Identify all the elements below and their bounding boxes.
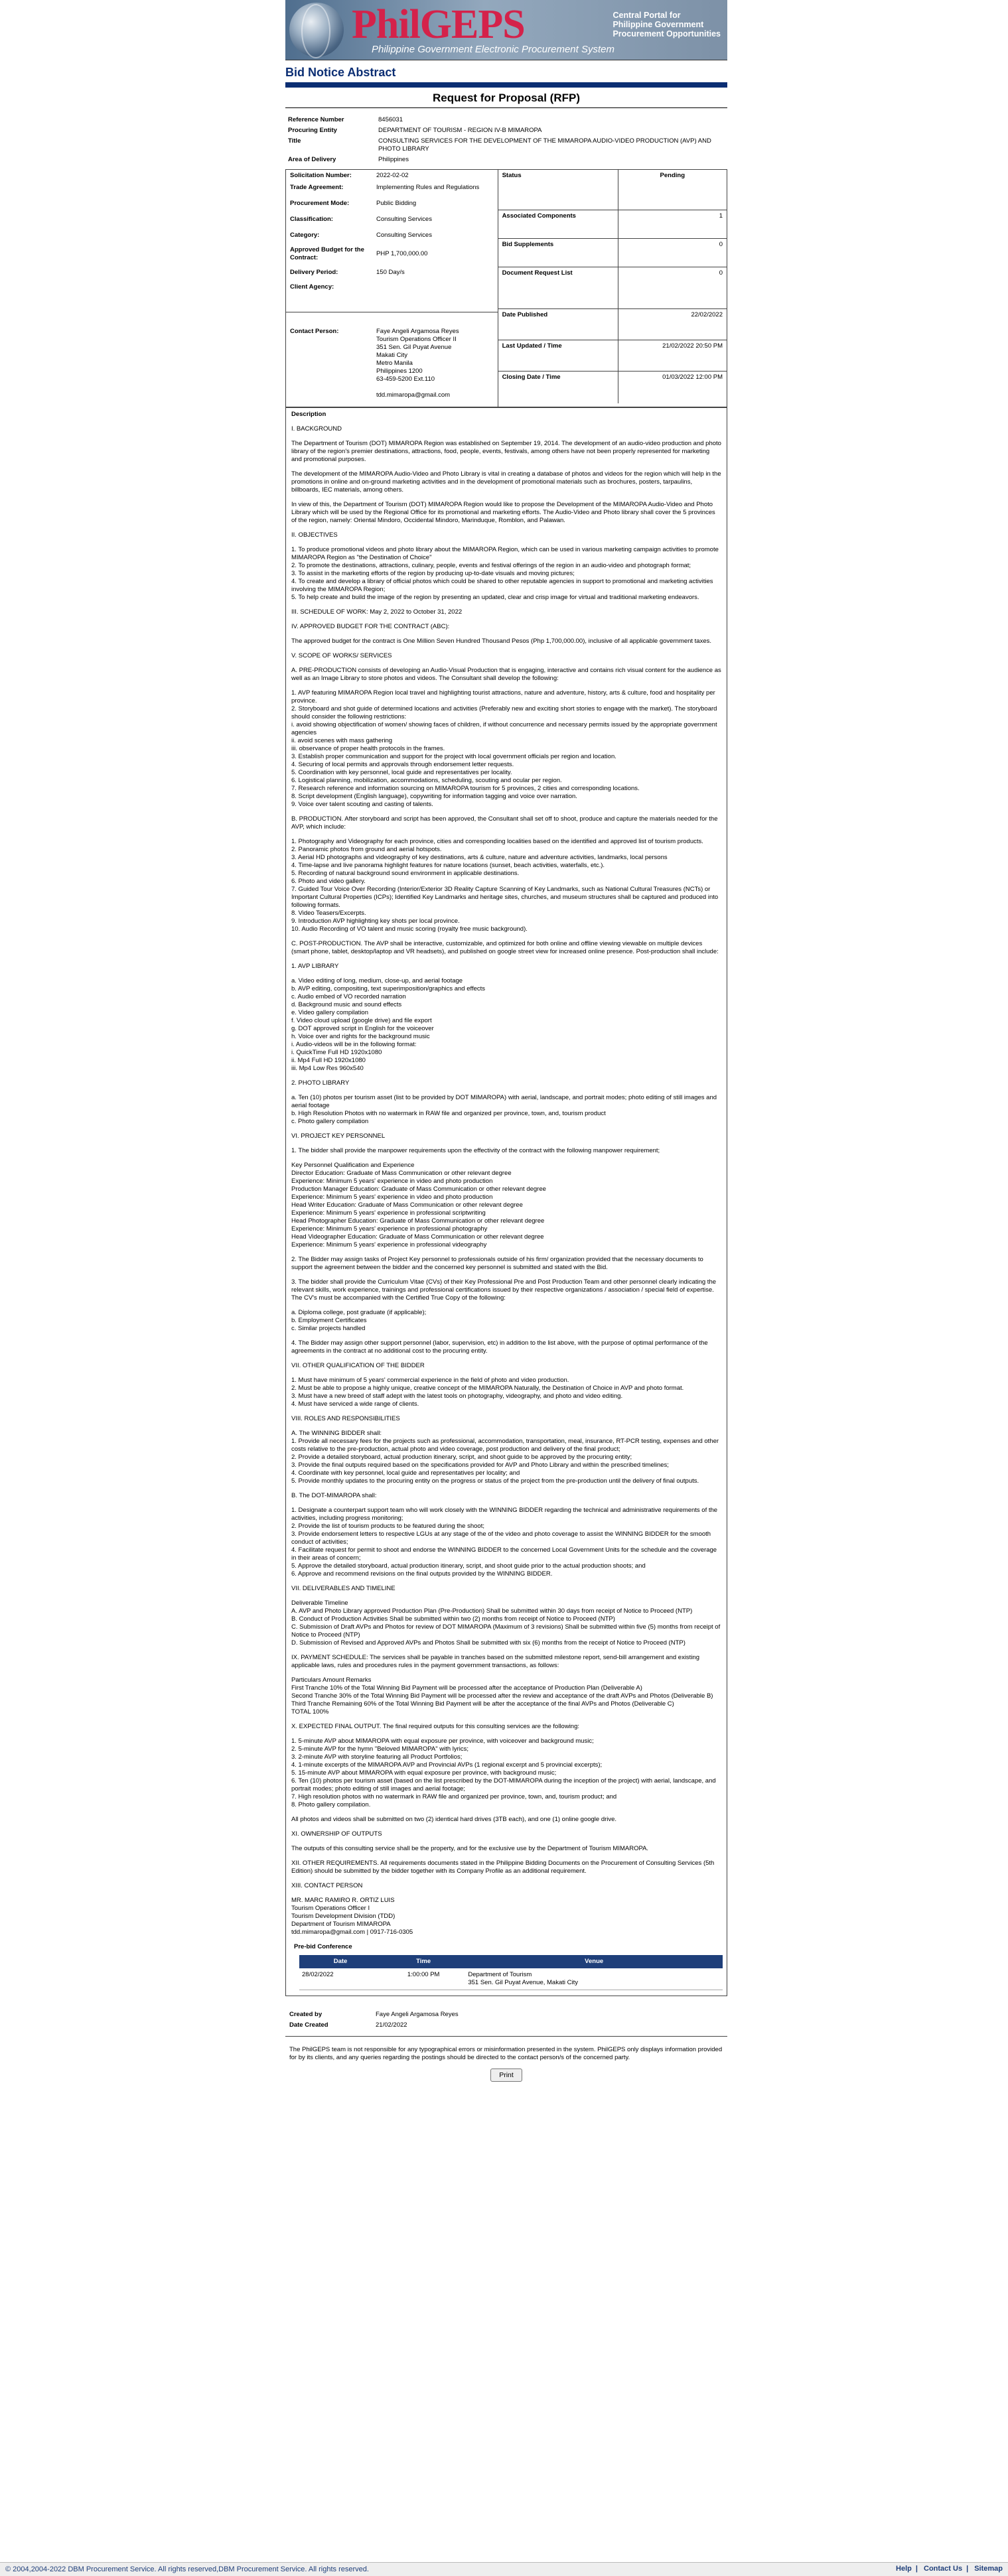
description-paragraph: 1. To produce promotional videos and photo library about the MIMAROPA Region, which can be used in various marketing campaign activities to promote MIMAROPA Region as "the Destination of Choice" 2. To promote the destinations, attractions, culinary, people, events and festival offerings of the region in an audio-video and photograph format; 3. To assist in the marketing efforts of the region by producing up-to-date visuals and moving pictures; 4. To create and develop a library of official photos which could be shared to other reputable agencies in support to promotional and marketing activities involving the MIMAROPA Region; 5. To help create and build the image of the region by presenting an updated, clear and crisp image for virtual and traditional marketing endeavors. bbox=[291, 546, 719, 601]
detail-label: Procurement Mode: bbox=[290, 200, 350, 207]
contact-link[interactable]: Contact Us bbox=[924, 2565, 963, 2573]
description-paragraph: 1. Designate a counterpart support team who will work closely with the WINNING BIDDER regarding the technical and administrative requirements of the activities, including progress monitoring; 2. Provide the list of tourism products to be featured during the shoot; 3. Provide endorsement letters to respective LGUs at any stage of the of the video and photo coverage to assist the WINNING BIDDER for the smooth conduct of activities; 4. Facilitate request for permit to shoot and endorse the WINNING BIDDER to the concerned Local Government Units for the schedule and the coverage in their areas of concern; 5. Approve the detailed storyboard, actual production itinerary, script, and shoot guide prior to the actual production shoots; and 6. Approve and recommend revisions on the final outputs provided by the WINNING BIDDER. bbox=[291, 1507, 718, 1578]
detail-label: Classification: bbox=[290, 216, 333, 223]
detail-row bbox=[286, 267, 498, 279]
description-paragraph: VII. OTHER QUALIFICATION OF THE BIDDER bbox=[291, 1362, 425, 1369]
portal-line-1: Central Portal for bbox=[612, 11, 681, 20]
prebid-header-cell: Venue bbox=[465, 1955, 723, 1968]
description-paragraph: 3. The bidder shall provide the Curriculum Vitae (CVs) of their Key Professional Pre and Post Production Team and other personnel clearly indicating the relevant skills, work experience, trainings and professional certifications issued by their respective organizations / association / special field of expertise. The CV's must be accompanied with the Certified True Copy of the following: bbox=[291, 1278, 717, 1302]
prebid-body bbox=[299, 1968, 723, 1990]
title-label: Title bbox=[288, 137, 301, 145]
globe-ring bbox=[301, 4, 330, 58]
title-value: CONSULTING SERVICES FOR THE DEVELOPMENT OF THE MIMAROPA AUDIO-VIDEO PRODUCTION (AVP) AND PHOTO LIBRARY bbox=[378, 137, 711, 153]
status-label: Status bbox=[498, 170, 618, 210]
description-paragraph: II. OBJECTIVES bbox=[291, 531, 338, 539]
description-paragraph: a. Video editing of long, medium, close-up, and aerial footage b. AVP editing, compositing, text superimposition/graphics and effects c. Audio embed of VO recorded narration d. Background music and sound effects e. Video gallery compilation f. Video cloud upload (google drive) and file export g. DOT approved script in English for the voiceover h. Voice over and rights for the background music i. Audio-videos will be in the following format: i. QuickTime Full HD 1920x1080 ii. Mp4 Full HD 1920x1080 iii. Mp4 Low Res 960x540 bbox=[291, 977, 486, 1072]
description-paragraph: B. The DOT-MIMAROPA shall: bbox=[291, 1492, 377, 1499]
supp-value[interactable]: 0 bbox=[719, 241, 723, 248]
description-paragraph: a. Diploma college, post graduate (if applicable); b. Employment Certificates c. Similar projects handled bbox=[291, 1309, 427, 1332]
description-paragraph: 2. The Bidder may assign tasks of Project Key personnel to professionals outside of his firm/ organization provided that the necessary documents to support the agreement between the bidder and the concerned key personnel is submitted and stated with the Bid. bbox=[291, 1256, 703, 1271]
description-paragraph: In view of this, the Department of Tourism (DOT) MIMAROPA Region would like to propose the Development of the MIMAROPA Audio-Video and Photo Library which will be used by the Regional Office for its promotional and marketing efforts. The Audio-Video and Photo library shall cover the 5 provinces of the region, namely: Oriental Mindoro, Occidental Mindoro, Marinduque, Romblon, and Palawan. bbox=[291, 501, 715, 524]
site-tagline: Philippine Government Electronic Procurement System bbox=[372, 44, 614, 55]
description-paragraph: The development of the MIMAROPA Audio-Video and Photo Library is vital in creating a database of photos and videos for the region which will help in the promotions in online and on-ground marketing activities and in the development of promotional materials such as brochures, posters, tarpaulins, billboards, IEC materials, among others. bbox=[291, 470, 721, 494]
prebid-header-cell: Date bbox=[299, 1955, 382, 1968]
portal-line-3: Procurement Opportunities bbox=[612, 29, 721, 38]
description-paragraph: C. POST-PRODUCTION. The AVP shall be interactive, customizable, and optimized for both online and offline viewing viewable on multiple devices (smart phone, tablet, desktop/laptop and VR headsets), and published on google street view for increased online presence. Post-production shall include: bbox=[291, 940, 719, 955]
prebid-header-cell: Time bbox=[382, 1955, 465, 1968]
assoc-row bbox=[498, 210, 727, 239]
detail-row bbox=[286, 182, 498, 194]
description-label: Description bbox=[291, 411, 326, 418]
upd-label: Last Updated / Time bbox=[498, 340, 618, 371]
description-paragraph: IX. PAYMENT SCHEDULE: The services shall be payable in tranches based on the submitted milestone report, send-bill arrangement and existing applicable laws, rules and procedures rules in the payment government transactions, as follows: bbox=[291, 1654, 699, 1669]
description-paragraph: The approved budget for the contract is One Million Seven Hundred Thousand Pesos (Php 1,700,000.00), inclusive of all applicable government taxes. bbox=[291, 638, 712, 645]
description-paragraph: All photos and videos shall be submitted on two (2) identical hard drives (3TB each), and one (1) online google drive. bbox=[291, 1816, 617, 1823]
description-paragraph: V. SCOPE OF WORKS/ SERVICES bbox=[291, 652, 392, 659]
detail-row bbox=[286, 281, 498, 312]
contact-value: Faye Angeli Argamosa Reyes Tourism Operations Officer II 351 Sen. Gil Puyat Avenue Makati City Metro Manila Philippines 1200 63-459-5200 Ext.110 tdd.mimaropa@gmail.com bbox=[376, 328, 459, 399]
portal-line-2: Philippine Government bbox=[612, 20, 704, 29]
detail-value: Consulting Services bbox=[376, 216, 432, 223]
detail-value: 150 Day/s bbox=[376, 269, 405, 276]
site-logo[interactable]: PhilGEPS bbox=[352, 2, 525, 47]
date-created-row bbox=[285, 2020, 727, 2031]
description-paragraph: VII. DELIVERABLES AND TIMELINE bbox=[291, 1585, 396, 1592]
description-paragraph: VI. PROJECT KEY PERSONNEL bbox=[291, 1132, 386, 1140]
header-banner bbox=[285, 0, 727, 60]
contact-label: Contact Person: bbox=[290, 328, 339, 335]
detail-label: Category: bbox=[290, 232, 320, 239]
description-paragraph: 1. 5-minute AVP about MIMAROPA with equal exposure per province, with voiceover and background music; 2. 5-minute AVP for the hymn "Beloved MIMAROPA" with lyrics; 3. 2-minute AVP with storyline featuring all Product Portfolios; 4. 1-minute excerpts of the MIMAROPA AVP and Provincial AVPs (1 regional excerpt and 5 provincial excerpts); 5. 15-minute AVP about MIMAROPA with equal exposure per province, with background music; 6. Ten (10) photos per tourism asset (based on the list prescribed by the DOT-MIMAROPA during the inception of the project) with aerial, landscape, and portrait modes; photo editing of still images and aerial footage; 7. High resolution photos with no watermark in RAW file and organized per province, town, and, tourism product; and 8. Photo gallery compilation. bbox=[291, 1737, 716, 1808]
portal-caption bbox=[612, 11, 721, 38]
prebid-cell: 28/02/2022 bbox=[299, 1968, 382, 1990]
detail-value: PHP 1,700,000.00 bbox=[376, 250, 428, 257]
detail-label: Trade Agreement: bbox=[290, 184, 344, 191]
description-paragraph: A. The WINNING BIDDER shall: 1. Provide all necessary fees for the projects such as professional, accommodation, transportation, meal, insurance, RT-PCR testing, expenses and other costs relative to the pre-production, actual photo and video coverage, post production and delivery of the final product; 2. Provide a detailed storyboard, actual production itinerary, script, and shoot guide to be approved by the procuring entity; 3. Provide the final outputs required based on the specifications provided for AVP and Photo Library and within the prescribed timelines; 4. Coordinate with key personnel, local guide and representatives per locality; and 5. Provide monthly updates to the procuring entity on the progress or status of the project from the pre-production until the delivery of final outputs. bbox=[291, 1430, 719, 1485]
help-link[interactable]: Help bbox=[896, 2565, 912, 2573]
description-paragraph: 2. PHOTO LIBRARY bbox=[291, 1079, 350, 1087]
close-row bbox=[498, 372, 727, 403]
close-label: Closing Date / Time bbox=[498, 372, 618, 403]
description-paragraph: I. BACKGROUND bbox=[291, 425, 342, 433]
prebid-cell: Department of Tourism 351 Sen. Gil Puyat Avenue, Makati City bbox=[465, 1968, 723, 1990]
contact-row bbox=[286, 326, 498, 401]
pub-value: 22/02/2022 bbox=[691, 311, 723, 318]
description-paragraph: 4. The Bidder may assign other support personnel (labor, supervision, etc) in addition to the list above, with the purpose of optimal performance of the agreements in the contract at no additional cost to the procuring entity. bbox=[291, 1339, 708, 1355]
status-row bbox=[498, 170, 727, 210]
supp-label: Bid Supplements bbox=[498, 239, 618, 267]
footer-links: Help | Contact Us | Sitemap bbox=[896, 2565, 1003, 2573]
status-badge: Pending bbox=[660, 172, 685, 179]
description-paragraph: 1. Photography and Videography for each province, cities and corresponding localities based on the identified and approved list of tourism products. 2. Panoramic photos from ground and aerial hotspots. 3. Aerial HD photographs and videography of key destinations, arts & culture, nature and adventure activities, landmarks, local persons 4. Time-lapse and live panorama highlight features for nature locations (sunset, beach activities, waterfalls, etc.). 5. Recording of natural background sound environment in applicable destinations. 6. Photo and video gallery. 7. Guided Tour Voice Over Recording (Interior/Exterior 3D Reality Capture Scanning of Key Landmarks, such as National Cultural Treasures (NCTs) or Important Cultural Properties (ICPs); Identified Key Landmarks and heritage sites, churches, and museum structures shall be captured and produced into following formats. 8. Video Teasers/Excerpts. 9. Introduction AVP highlighting key shots per local province. 10. Audio Recording of VO talent and music scoring (royalty free music background). bbox=[291, 838, 719, 933]
detail-value: Public Bidding bbox=[376, 200, 417, 207]
description-paragraph: III. SCHEDULE OF WORK: May 2, 2022 to October 31, 2022 bbox=[291, 608, 463, 616]
description-paragraph: a. Ten (10) photos per tourism asset (list to be provided by DOT MIMAROPA) with aerial, landscape, and portrait modes; photo editing of still images and aerial footage b. High Resolution Photos with no watermark in RAW file and organized per province, town, and, tourism product c. Photo gallery compilation bbox=[291, 1094, 717, 1125]
description-paragraph: Key Personnel Qualification and Experience Director Education: Graduate of Mass Communication or other relevant degree Experience: Minimum 5 years' experience in video and photo production Production Manager Education: Graduate of Mass Communication or other relevant degree Experience: Minimum 5 years' experience in video and photo production Head Writer Education: Graduate of Mass Communication or other relevant degree Experience: Minimum 5 years' experience in professional scriptwriting Head Photographer Education: Graduate of Mass Communication or other relevant degree Experience: Minimum 5 years' experience in professional photography Head Videographer Education: Graduate of Mass Communication or other relevant degree Experience: Minimum 5 years' experience in professional videography bbox=[291, 1162, 546, 1249]
prebid-label: Pre-bid Conference bbox=[294, 1943, 352, 1950]
disclaimer-text: The PhilGEPS team is not responsible for any typographical errors or misinformation presented in the system. PhilGEPS only displays information provided for by its clients, and any queries regarding the postings should be directed to the contact person/s of the concerned party. bbox=[289, 2046, 723, 2061]
entity-label: Procuring Entity bbox=[288, 127, 337, 134]
document-title: Request for Proposal (RFP) bbox=[433, 92, 580, 104]
description-paragraph: MR. MARC RAMIRO R. ORTIZ LUIS Tourism Operations Officer I Tourism Development Division (TDD) Department of Tourism MIMAROPA tdd.mimaropa@gmail.com | 0917-716-0305 bbox=[291, 1897, 413, 1936]
detail-label: Solicitation Number: bbox=[290, 172, 352, 179]
prebid-cell: 1:00:00 PM bbox=[382, 1968, 465, 1990]
details-left bbox=[285, 169, 498, 407]
description-paragraph: The outputs of this consulting service shall be the property, and for the exclusive use by the Department of Tourism MIMAROPA. bbox=[291, 1845, 649, 1852]
close-value: 01/03/2022 12:00 PM bbox=[662, 373, 723, 381]
title-divider bbox=[285, 107, 727, 108]
detail-label: Client Agency: bbox=[290, 283, 334, 291]
area-label: Area of Delivery bbox=[288, 156, 336, 163]
prebid-table bbox=[299, 1955, 723, 1990]
description-paragraph: XII. OTHER REQUIREMENTS. All requirements documents stated in the Philippine Bidding Documents on the Procurement of Consulting Services (5th Edition) should be submitted by the bidder together with its Company Profile as an additional requirement. bbox=[291, 1860, 715, 1875]
summary-table bbox=[285, 115, 727, 165]
table-row bbox=[299, 1968, 723, 1990]
details-right bbox=[498, 169, 727, 407]
description-paragraph: X. EXPECTED FINAL OUTPUT. The final required outputs for this consulting services are the following: bbox=[291, 1723, 580, 1730]
created-by-row bbox=[285, 2009, 727, 2020]
description-paragraph: 1. The bidder shall provide the manpower requirements upon the effectivity of the contract with the following manpower requirement; bbox=[291, 1147, 660, 1154]
print-button[interactable]: Print bbox=[490, 2068, 522, 2082]
detail-label: Delivery Period: bbox=[290, 269, 338, 276]
detail-row bbox=[286, 170, 498, 182]
footer-info bbox=[285, 2009, 727, 2082]
description-paragraph: B. PRODUCTION. After storyboard and script has been approved, the Consultant shall set off to shoot, produce and capture the materials needed for the AVP, which include: bbox=[291, 815, 718, 831]
detail-row bbox=[286, 214, 498, 226]
description-paragraph: VIII. ROLES AND RESPONSIBILITIES bbox=[291, 1415, 400, 1422]
copyright-text: © 2004,2004-2022 DBM Procurement Service. All rights reserved,DBM Procurement Service. All rights reserved. bbox=[5, 2565, 369, 2573]
prebid-header-row bbox=[299, 1955, 723, 1968]
detail-value: Consulting Services bbox=[376, 232, 432, 239]
pub-row bbox=[498, 309, 727, 340]
description-paragraph: XI. OWNERSHIP OF OUTPUTS bbox=[291, 1830, 382, 1838]
description-paragraph: IV. APPROVED BUDGET FOR THE CONTRACT (ABC): bbox=[291, 623, 450, 630]
description-paragraph: Deliverable Timeline A. AVP and Photo Library approved Production Plan (Pre-Production) Shall be submitted within 30 days from receipt of Notice to Proceed (NTP) B. Conduct of Production Activities Shall be submitted within two (2) months from receipt of Notice to Proceed (NTP) C. Submission of Draft AVPs and Photos for review of DOT MIMAROPA (Maximum of 3 revisions) Shall be submitted within five (5) months from receipt of Notice to Proceed (NTP) D. Submission of Revised and Approved AVPs and Photos Shall be submitted with six (6) months from the receipt of Notice to Proceed (NTP) bbox=[291, 1599, 721, 1647]
description-body bbox=[291, 425, 721, 1936]
date-created-value: 21/02/2022 bbox=[376, 2021, 407, 2029]
description-paragraph: A. PRE-PRODUCTION consists of developing an Audio-Visual Production that is engaging, interactive and contains rich visual content for the audience as well as an Image Library to store photos and videos. The Consultant shall develop the following: bbox=[291, 667, 721, 682]
date-created-label: Date Created bbox=[289, 2021, 328, 2029]
supp-row bbox=[498, 239, 727, 267]
detail-label: Approved Budget for the Contract: bbox=[290, 246, 364, 261]
pub-label: Date Published bbox=[498, 309, 618, 340]
title-rule bbox=[285, 82, 727, 88]
created-by-label: Created by bbox=[289, 2011, 323, 2018]
detail-row bbox=[286, 244, 498, 264]
detail-value: 2022-02-02 bbox=[376, 172, 409, 179]
assoc-value[interactable]: 1 bbox=[719, 212, 723, 220]
description-paragraph: 1. AVP featuring MIMAROPA Region local travel and highlighting tourist attractions, nature and adventure, history, arts & culture, food and hospitality per province. 2. Storyboard and shot guide of determined locations and activities (Preferably new and exciting short stories to engage with the market). The storyboard should consider the following restrictions: i. avoid showing objectification of women/ showing faces of children, if without concurrence and necessary permits issued by the appropriate government agencies ii. avoid scenes with mass gathering iii. observance of proper health protocols in the frames. 3. Establish proper communication and support for the project with local government officials per region and location. 4. Securing of local permits and approvals through endorsement letter requests. 5. Coordination with key personnel, local guide and representatives per locality. 6. Logistical planning, mobilization, accommodations, scheduling, scouting and ocular per region. 7. Research reference and information sourcing on MIMAROPA tourism for 5 provinces, 2 cities and corresponding locations. 8. Script development (English language), copywriting for information tagging and voice over narration. 9. Voice over talent scouting and casting of talents. bbox=[291, 689, 717, 808]
docreq-value[interactable]: 0 bbox=[719, 269, 723, 277]
site-footer bbox=[0, 2562, 1008, 2576]
detail-value: Implementing Rules and Regulations bbox=[376, 184, 480, 191]
detail-value bbox=[376, 283, 494, 310]
description-paragraph: Particulars Amount Remarks First Tranche 10% of the Total Winning Bid Payment will be processed after the acceptance of Production Plan (Deliverable A) Second Tranche 30% of the Total Winning Bid Payment will be processed after the review and acceptance of the draft AVPs and Photos (Deliverable B) Third Tranche Remaining 60% of the Total Winning Bid Payment will be after the acceptance of the final AVPs and Photos (Deliverable C) TOTAL 100% bbox=[291, 1676, 713, 1716]
description-paragraph: 1. Must have minimum of 5 years' commercial experience in the field of photo and video production. 2. Must be able to propose a highly unique, creative concept of the MIMAROPA Naturally, the Destination of Choice in AVP and photo format. 3. Must have a new breed of staff adept with the latest tools on photography, videography, and photo and video editing. 4. Must have serviced a wide range of clients. bbox=[291, 1377, 684, 1408]
description-paragraph: The Department of Tourism (DOT) MIMAROPA Region was established on September 19, 2014. The development of an audio-video production and photo library of the region's premier destinations, attractions, food, people, events, festivals, among others have not been properly represented for marketing and promotional purposes. bbox=[291, 440, 721, 463]
detail-row bbox=[286, 230, 498, 241]
docreq-row bbox=[498, 267, 727, 309]
details-grid bbox=[285, 169, 727, 407]
area-value: Philippines bbox=[378, 156, 409, 163]
entity-value: DEPARTMENT OF TOURISM - REGION IV-B MIMAROPA bbox=[378, 127, 542, 134]
created-by-value: Faye Angeli Argamosa Reyes bbox=[376, 2011, 459, 2018]
upd-row bbox=[498, 340, 727, 372]
ref-value: 8456031 bbox=[378, 116, 403, 123]
ref-label: Reference Number bbox=[288, 116, 344, 123]
page-title: Bid Notice Abstract bbox=[285, 66, 396, 79]
description-paragraph: 1. AVP LIBRARY bbox=[291, 963, 339, 970]
description-section bbox=[285, 407, 727, 1996]
docreq-label: Document Request List bbox=[498, 267, 618, 308]
sitemap-link[interactable]: Sitemap bbox=[974, 2565, 1003, 2573]
upd-value: 21/02/2022 20:50 PM bbox=[662, 342, 723, 350]
description-paragraph: XIII. CONTACT PERSON bbox=[291, 1882, 363, 1889]
assoc-label: Associated Components bbox=[498, 210, 618, 238]
detail-row bbox=[286, 198, 498, 210]
